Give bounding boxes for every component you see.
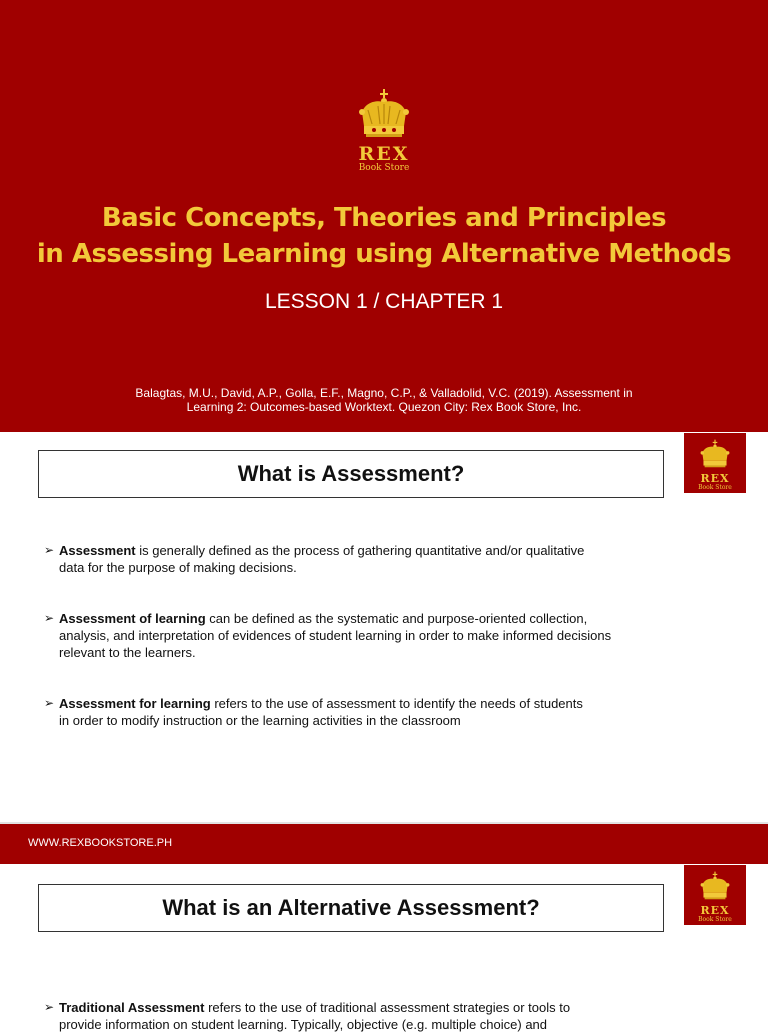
rex-logo: [344, 88, 424, 173]
citation-line-1: Balagtas, M.U., David, A.P., Golla, E.F., Magno, C.P., & Valladolid, V.C. (2019). Assessment in: [135, 386, 633, 400]
bullet-term: Assessment of learning: [59, 611, 206, 626]
bullet-item: [44, 542, 659, 576]
rex-logo-small: [684, 433, 746, 493]
rex-logo-small: [684, 865, 746, 925]
logo-subtitle: Book Store: [698, 916, 732, 923]
footer-url: WWW.REXBOOKSTORE.PH: [28, 837, 173, 849]
arrow-bullet-icon: ➢: [44, 611, 55, 625]
title-line-1: Basic Concepts, Theories and Principles: [101, 203, 667, 233]
bullet-item: [44, 610, 659, 661]
citation: [100, 386, 668, 414]
slide-what-is-assessment: [0, 432, 768, 822]
bullet-term: Assessment: [59, 543, 136, 558]
logo-subtitle: Book Store: [358, 163, 410, 173]
footer-bar: [0, 824, 768, 864]
arrow-bullet-icon: ➢: [44, 1000, 55, 1014]
bullet-text: refers to the use of assessment to identify the needs of students: [210, 696, 583, 711]
bullet-text-cont: provide information on student learning. Typically, objective (e.g. multiple choice) and: [59, 1017, 548, 1032]
arrow-bullet-icon: ➢: [44, 543, 55, 557]
arrow-bullet-icon: ➢: [44, 696, 55, 710]
bullet-item: [44, 999, 659, 1033]
crown-icon: [356, 88, 412, 140]
bullet-text-cont: data for the purpose of making decisions.: [59, 560, 297, 575]
slide-heading: What is an Alternative Assessment?: [38, 884, 664, 932]
title-slide: [0, 0, 768, 432]
logo-subtitle: Book Store: [698, 484, 732, 491]
bullet-term: Assessment for learning: [59, 696, 211, 711]
slide-alternative-assessment: [0, 864, 768, 1032]
logo-name: REX: [700, 472, 730, 485]
bullet-text: refers to the use of traditional assessment strategies or tools to: [204, 1000, 571, 1015]
logo-name: REX: [700, 904, 730, 917]
lesson-label: LESSON 1 / CHAPTER 1: [264, 290, 504, 313]
bullet-text-cont: analysis, and interpretation of evidences of student learning in order to make informed decisions relevant to the learners.: [59, 628, 612, 660]
bullet-text-cont: in order to modify instruction or the learning activities in the classroom: [59, 713, 461, 728]
slide-heading: What is Assessment?: [38, 450, 664, 498]
crown-icon: [698, 439, 732, 469]
bullet-text: is generally defined as the process of gathering quantitative and/or qualitative: [135, 543, 585, 558]
crown-icon: [698, 871, 732, 901]
logo-name: REX: [358, 143, 410, 165]
title-line-2: in Assessing Learning using Alternative Methods: [36, 239, 732, 269]
citation-line-2: Learning 2: Outcomes-based Worktext. Quezon City: Rex Book Store, Inc.: [186, 400, 582, 414]
bullet-text: can be defined as the systematic and purpose-oriented collection,: [205, 611, 588, 626]
bullet-item: [44, 695, 659, 729]
bullet-term: Traditional Assessment: [59, 1000, 205, 1015]
presentation-title: [20, 200, 748, 272]
